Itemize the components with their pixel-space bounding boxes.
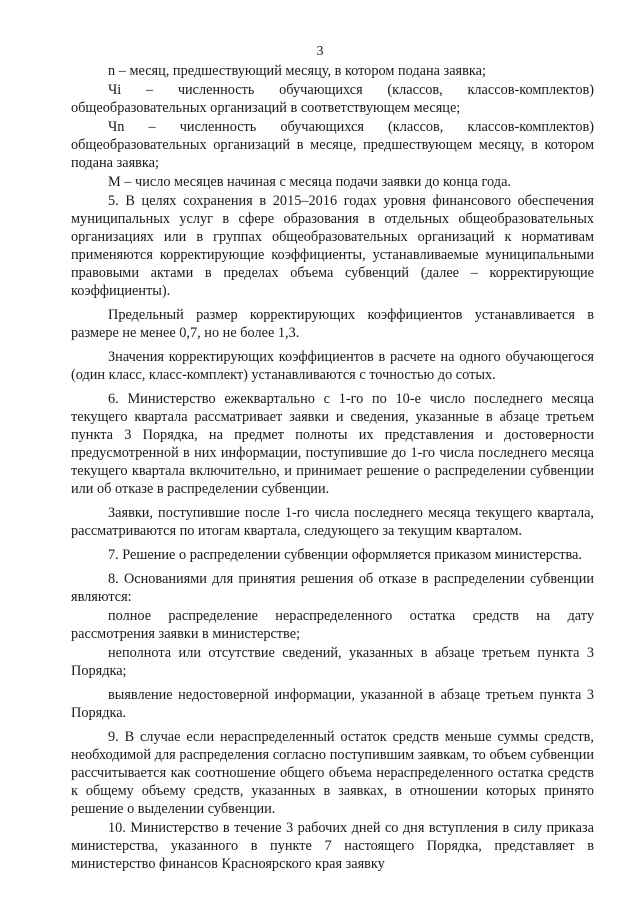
paragraph-refusal-reason-2: неполнота или отсутствие сведений, указанных в абзаце третьем пункта 3 Порядка; — [71, 645, 594, 679]
paragraph-n-definition: n – месяц, предшествующий месяцу, в котором подана заявка; — [108, 63, 486, 79]
paragraph-refusal-reason-3: выявление недостоверной информации, указанной в абзаце третьем пункта 3 Порядка. — [71, 687, 594, 721]
paragraph-item-9: 9. В случае если нераспределенный остаток средств меньше суммы средств, необходимой для распределения согласно поступившим заявкам, то объем субвенции рассчитывается как соотношение общего объема нераспределенного остатка средств к общему объему средств, указанных в заявках, в отношении которых принято решение о выделении субвенции. — [71, 729, 594, 817]
paragraph-item-8: 8. Основаниями для принятия решения об отказе в распределении субвенции являются: — [71, 571, 594, 605]
paragraph-coefficient-limit: Предельный размер корректирующих коэффициентов устанавливается в размере не менее 0,7, но не более 1,3. — [71, 307, 594, 341]
paragraph-m-definition: M – число месяцев начиная с месяца подачи заявки до конца года. — [108, 174, 511, 190]
paragraph-coefficient-precision: Значения корректирующих коэффициентов в расчете на одного обучающегося (один класс, класс-комплект) устанавливаются с точностью до сотых. — [71, 349, 594, 383]
paragraph-chn-definition: Чn – численность обучающихся (классов, классов-комплектов) общеобразовательных организаций в месяце, предшествующем месяцу, в котором подана заявка; — [71, 119, 594, 171]
paragraph-late-requests: Заявки, поступившие после 1-го числа последнего месяца текущего квартала, рассматриваются по итогам квартала, следующего за текущим кварталом. — [71, 505, 594, 539]
document-body — [71, 62, 594, 874]
paragraph-item-7: 7. Решение о распределении субвенции оформляется приказом министерства. — [108, 547, 582, 563]
paragraph-refusal-reason-1: полное распределение нераспределенного остатка средств на дату рассмотрения заявки в министерстве; — [71, 608, 594, 642]
paragraph-chi-definition: Чi – численность обучающихся (классов, классов-комплектов) общеобразовательных организаций в соответствующем месяце; — [71, 82, 594, 116]
paragraph-item-5: 5. В целях сохранения в 2015–2016 годах уровня финансового обеспечения муниципальных услуг в сфере образования в отдельных общеобразовательных организациях или в группах общеобразовательных организаций к нормативам применяются корректирующие коэффициенты, устанавливаемые муниципальными правовыми актами в пределах объема субвенций (далее – корректирующие коэффициенты). — [71, 193, 594, 299]
paragraph-item-6: 6. Министерство ежеквартально с 1-го по 10-е число последнего месяца текущего квартала рассматривает заявки и сведения, указанные в абзаце третьем пункта 3 Порядка, на предмет полноты их представления и достоверности предусмотренной в них информации, поступившие до 1-го числа последнего месяца текущего квартала включительно, и принимает решение о распределении субвенции или об отказе в распределении субвенции. — [71, 391, 594, 497]
page-number: 3 — [316, 44, 324, 59]
paragraph-item-10: 10. Министерство в течение 3 рабочих дней со дня вступления в силу приказа министерства, указанного в пункте 7 настоящего Порядка, представляет в министерство финансов Красноярского края заявку — [71, 820, 594, 872]
